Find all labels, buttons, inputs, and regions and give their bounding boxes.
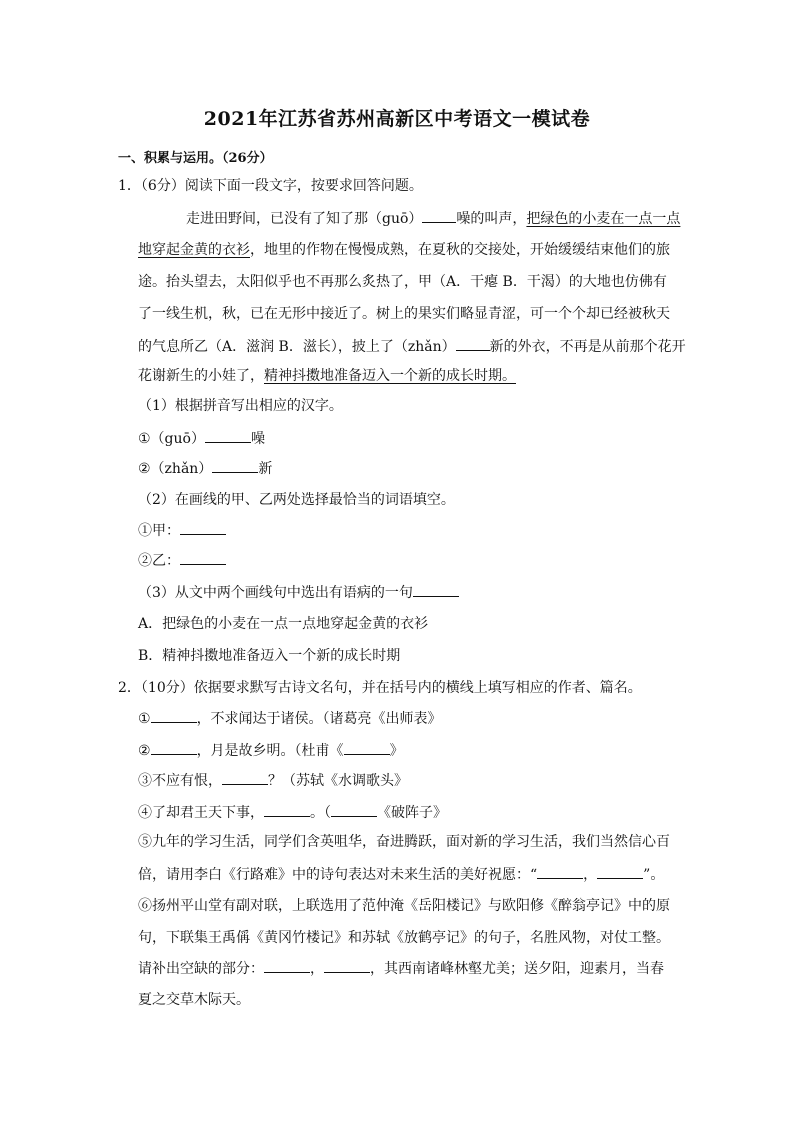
q2-item-4 xyxy=(138,802,447,823)
item-text: ”。 xyxy=(643,867,665,883)
item-text: （3）从文中两个画线句中选出有语病的一句 xyxy=(138,585,413,601)
q1-sub1: （1）根据拼音写出相应的汉字。 xyxy=(138,398,343,414)
q2-item-5-line-1: ⑤九年的学习生活，同学们含英咀华，奋进腾跃，面对新的学习生活，我们当然信心百 xyxy=(138,834,670,850)
item-label: ②乙： xyxy=(138,553,180,569)
q2-item-6-line-1: ⑥扬州平山堂有副对联，上联选用了范仲淹《岳阳楼记》与欧阳修《醉翁亭记》中的原 xyxy=(138,898,670,914)
item-label: ② xyxy=(138,743,151,759)
item-text: ，不求闻达于诸侯。（诸葛亮《出师表》 xyxy=(196,711,442,727)
q2-item-3 xyxy=(138,770,408,791)
answer-blank[interactable] xyxy=(324,958,370,973)
item-text: 。（ xyxy=(310,805,331,821)
q1-passage-line-2 xyxy=(138,240,670,260)
q1-passage-line-5 xyxy=(138,336,686,357)
answer-blank[interactable] xyxy=(151,740,197,755)
answer-blank[interactable] xyxy=(180,520,226,535)
answer-blank[interactable] xyxy=(597,864,643,879)
author-blank[interactable] xyxy=(331,802,377,817)
passage-text: 花谢新生的小娃了， xyxy=(138,368,264,384)
answer-blank[interactable] xyxy=(222,770,268,785)
item-text: ， xyxy=(310,961,324,977)
item-text: ③不应有恨， xyxy=(138,773,222,789)
item-label: ①（guō） xyxy=(138,431,205,447)
item-label: ②（zhǎn） xyxy=(138,461,213,477)
blank-zhan[interactable] xyxy=(456,336,490,351)
q2-item-6-line-3 xyxy=(138,958,664,979)
item-text: 请补出空缺的部分： xyxy=(138,961,264,977)
answer-blank[interactable] xyxy=(212,458,258,473)
item-text: 噪 xyxy=(250,431,265,447)
q2-item-1 xyxy=(138,708,442,729)
q1-passage-line-1 xyxy=(186,208,680,229)
q2-item-6-line-2: 句，下联集王禹偁《黄冈竹楼记》和苏轼《放鹤亭记》的句子，名胜风物，对仗工整。 xyxy=(138,930,670,946)
q1-sub3 xyxy=(138,582,459,603)
item-text: 》 xyxy=(389,743,404,759)
answer-blank[interactable] xyxy=(205,428,251,443)
q2-item-5-line-2 xyxy=(138,864,664,885)
q1-sub1-item-1 xyxy=(138,428,265,449)
answer-blank[interactable] xyxy=(180,550,226,565)
q1-sub2: （2）在画线的甲、乙两处选择最恰当的词语填空。 xyxy=(138,492,455,508)
q2-item-6-line-4: 夏之交草木际天。 xyxy=(138,992,250,1008)
item-text: ， xyxy=(583,867,598,883)
item-text: ④了却君王天下事， xyxy=(138,805,264,821)
item-text: 倍，请用李白《行路难》中的诗句表达对未来生活的美好祝愿：“ xyxy=(138,867,538,883)
q1-passage-line-4: 了一线生机，秋，已在无形中接近了。树上的果实们略显青涩，可一个个却已经被秋天 xyxy=(138,306,670,322)
underlined-sentence-a: 把绿色的小麦在一点一点 xyxy=(526,211,681,227)
passage-text: 新的外衣，不再是从前那个花开 xyxy=(489,339,686,355)
section-heading: 一、积累与运用。（26分） xyxy=(118,151,273,166)
blank-guo[interactable] xyxy=(422,208,456,223)
passage-text: 走进田野间，已没有了知了那（guō） xyxy=(186,211,423,227)
item-text: 新 xyxy=(258,461,273,477)
passage-text: ，地里的作物在慢慢成熟，在夏秋的交接处，开始缓缓结束他们的旅 xyxy=(250,242,670,258)
passage-text: 噪的叫声， xyxy=(456,211,527,227)
q1-sub2-item-1 xyxy=(138,520,226,541)
q1-passage-line-6 xyxy=(138,366,516,386)
q1-sub2-item-2 xyxy=(138,550,226,571)
item-text: 《破阵子》 xyxy=(377,805,447,821)
title-blank[interactable] xyxy=(344,740,390,755)
underlined-sentence-a: 地穿起金黄的衣衫 xyxy=(138,242,250,258)
q2-item-2 xyxy=(138,740,404,761)
q1-passage-line-3: 途。抬头望去，太阳似乎也不再那么炙热了，甲（A．干瘪 B．干渴）的大地也仿佛有 xyxy=(138,274,667,290)
answer-blank[interactable] xyxy=(264,958,310,973)
underlined-sentence-b: 精神抖擞地准备迈入一个新的成长时期。 xyxy=(264,368,516,384)
q2-stem: 2．（10分）依据要求默写古诗文名句，并在括号内的横线上填写相应的作者、篇名。 xyxy=(118,680,642,696)
q1-sub1-item-2 xyxy=(138,458,272,479)
q1-option-a: A．把绿色的小麦在一点一点地穿起金黄的衣衫 xyxy=(138,616,429,632)
passage-text: 的气息所乙（A．滋润 B．滋长），披上了（zhǎn） xyxy=(138,339,456,355)
answer-blank[interactable] xyxy=(413,582,459,597)
answer-blank[interactable] xyxy=(151,708,197,723)
q1-stem: 1．（6分）阅读下面一段文字，按要求回答问题。 xyxy=(118,178,423,194)
answer-blank[interactable] xyxy=(264,802,310,817)
item-text: ？（苏轼《水调歌头》 xyxy=(268,773,408,789)
answer-blank[interactable] xyxy=(537,864,583,879)
item-label: ① xyxy=(138,711,151,727)
item-text: ，月是故乡明。（杜甫《 xyxy=(196,743,344,759)
q1-option-b: B．精神抖擞地准备迈入一个新的成长时期 xyxy=(138,648,401,664)
item-label: ①甲： xyxy=(138,523,180,539)
page-title: 2021年江苏省苏州高新区中考语文一模试卷 xyxy=(203,108,591,130)
item-text: ，其西南诸峰林壑尤美；送夕阳，迎素月，当春 xyxy=(370,961,664,977)
